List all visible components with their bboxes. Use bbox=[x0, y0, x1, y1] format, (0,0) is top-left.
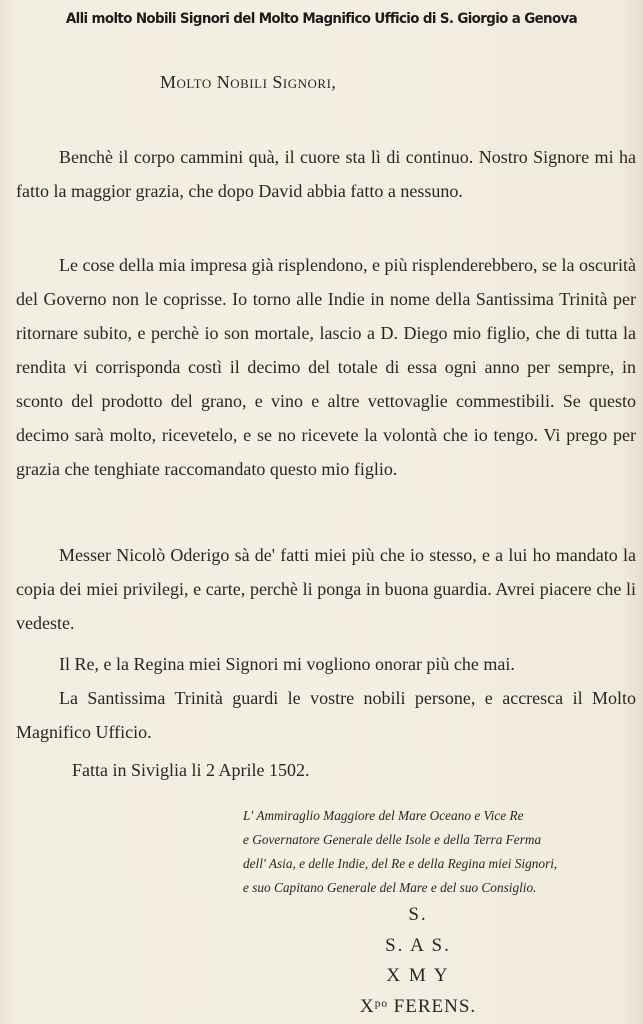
signature-title-line: e suo Capitano Generale del Mare e del suo Consiglio. bbox=[243, 880, 537, 895]
letter-address-heading: Alli molto Nobili Signori del Molto Magnifico Ufficio di S. Giorgio a Genova bbox=[65, 10, 578, 27]
paragraph-3: Messer Nicolò Oderigo sà de' fatti miei più che io stesso, e a lui ho mandato la copia dei miei privilegi, e carte, perchè li ponga in buona guardia. Avrei piacere che li vedeste. bbox=[16, 545, 636, 633]
signature-line-2: S. A S. bbox=[385, 935, 451, 956]
signature-title-line: dell' Asia, e delle Indie, del Re e della Regina miei Signori, bbox=[243, 856, 558, 871]
signature-line-4: Xᵖᵒ FERENS. bbox=[359, 996, 477, 1017]
signature-line-3: X M Y bbox=[386, 965, 450, 986]
dateline: Fatta in Siviglia li 2 Aprile 1502. bbox=[72, 760, 310, 780]
signature-title-line: e Governatore Generale delle Isole e della Terra Ferma bbox=[243, 832, 542, 847]
paragraph-5: La Santissima Trinità guardi le vostre nobili persone, e accresca il Molto Magnifico Ufficio. bbox=[16, 688, 636, 742]
paragraph-2: Le cose della mia impresa già risplendono, e più risplenderebbero, se la oscurità del Governo non le coprisse. Io torno alle Indie in nome della Santissima Trinità per ritornare subito, e perchè io son mortale, lascio a D. Diego mio figlio, che di tutta la rendita vi corrisponda costì il decimo del totale di essa ogni anno per sempre, in sconto del prodotto del grano, e vino e altre vettovaglie commestibili. Se questo decimo sarà molto, ricevetelo, e se no ricevete la volontà che io tengo. Vi prego per grazia che tenghiate raccomandato questo mio figlio. bbox=[16, 255, 636, 479]
signature-title-block bbox=[243, 804, 621, 900]
paragraph-1: Benchè il corpo cammini quà, il cuore sta lì di continuo. Nostro Signore mi ha fatto la maggior grazia, che dopo David abbia fatto a nessuno. bbox=[16, 147, 636, 201]
signature-title-line: L' Ammiraglio Maggiore del Mare Oceano e Vice Re bbox=[243, 808, 524, 823]
signature-line-1: S. bbox=[408, 904, 428, 925]
paragraph-4: Il Re, e la Regina miei Signori mi vogliono onorar più che mai. bbox=[59, 654, 515, 674]
salutation: Molto Nobili Signori, bbox=[160, 72, 337, 92]
